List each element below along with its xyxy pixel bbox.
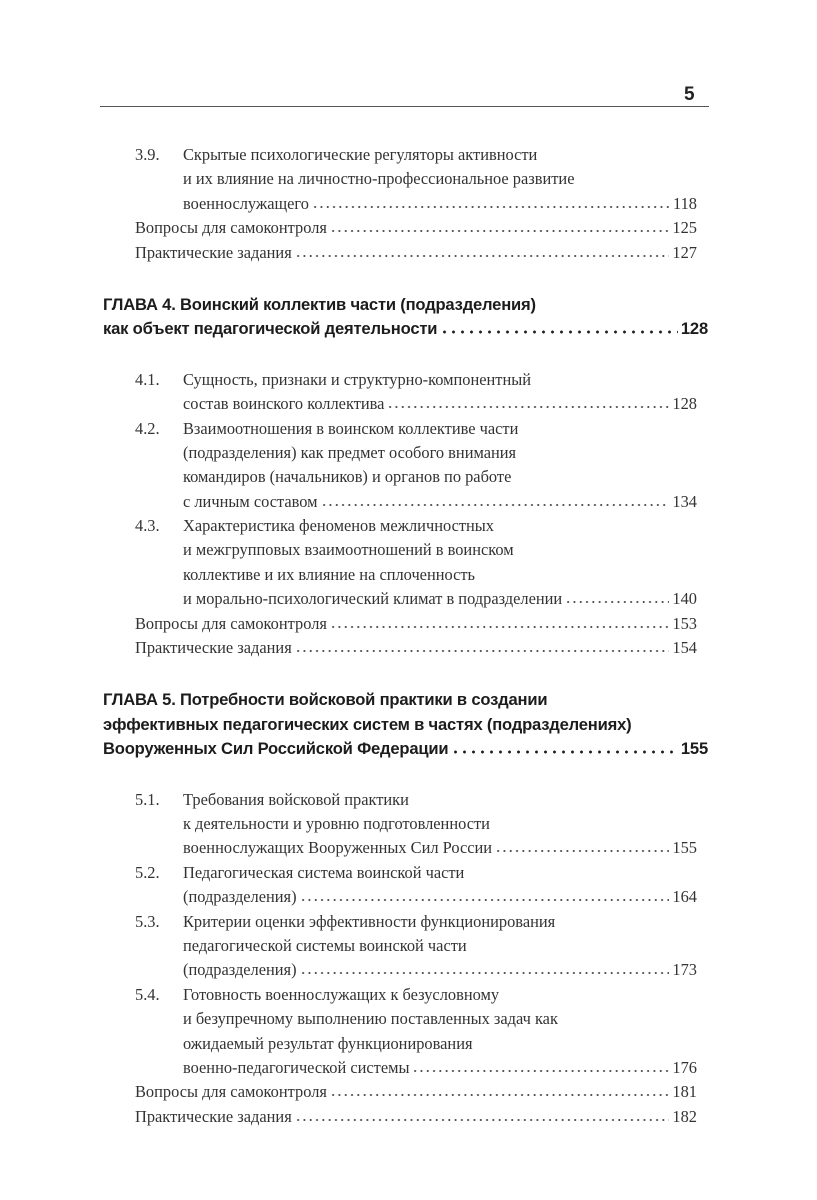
toc-line	[0, 565, 697, 589]
entry-title-line: Вооруженных Сил Российской Федерации	[103, 739, 449, 759]
toc-entry[interactable]	[0, 516, 817, 614]
entry-title-line: ожидаемый результат функционирования	[183, 1033, 473, 1053]
toc-line	[0, 739, 708, 763]
toc-entry[interactable]	[0, 863, 817, 912]
toc-line	[0, 419, 697, 443]
toc-line	[0, 492, 697, 516]
toc-line	[0, 194, 697, 218]
entry-title-line: педагогической системы воинской части	[183, 935, 467, 955]
toc-line	[0, 838, 697, 862]
toc-misc-entry[interactable]	[0, 1107, 817, 1131]
dot-leader	[330, 229, 669, 233]
section-number: 4.3.	[135, 516, 160, 536]
toc-entry[interactable]	[0, 419, 817, 517]
entry-title-line: Практические задания	[135, 638, 292, 658]
toc-entry[interactable]	[0, 370, 817, 419]
page-reference: 155	[672, 838, 697, 858]
entry-title-line: военнослужащих Вооруженных Сил России	[183, 838, 493, 858]
entry-title-line: и морально-психологический климат в подразделении	[183, 589, 563, 609]
toc-line	[0, 814, 697, 838]
dot-leader	[440, 330, 678, 334]
entry-title-line: ГЛАВА 4. Воинский коллектив части (подразделения)	[103, 294, 536, 314]
toc-line	[0, 516, 697, 540]
entry-title-line: к деятельности и уровню подготовленности	[183, 813, 490, 833]
dot-leader	[565, 600, 669, 604]
entry-title-line: Скрытые психологические регуляторы активности	[183, 145, 538, 164]
entry-title-line: состав воинского коллектива	[183, 394, 385, 414]
entry-title-line: и безупречному выполнению поставленных задач как	[183, 1009, 558, 1029]
entry-title-line: Взаимоотношения в воинском коллективе части	[183, 418, 519, 438]
toc-line	[0, 394, 697, 418]
entry-title-line: эффективных педагогических систем в частях (подразделениях)	[103, 714, 632, 734]
entry-title-line: с личным составом	[183, 491, 318, 511]
entry-title-line: Практические задания	[135, 242, 292, 262]
entry-title-line: (подразделения)	[183, 960, 297, 980]
toc-line	[0, 614, 697, 638]
page-reference: 181	[672, 1082, 697, 1102]
toc-line	[0, 912, 697, 936]
toc-line	[0, 169, 697, 193]
page-reference: 134	[672, 491, 697, 511]
entry-title-line: Вопросы для самоконтроля	[135, 1082, 327, 1102]
entry-title-line: (подразделения) как предмет особого внимания	[183, 442, 517, 462]
entry-title-line: Характеристика феноменов межличностных	[183, 516, 494, 536]
toc-entry[interactable]	[0, 912, 817, 985]
toc-line	[0, 589, 697, 613]
page-reference: 154	[672, 638, 697, 658]
entry-title-line: военно-педагогической системы	[183, 1057, 410, 1077]
toc-line	[0, 887, 697, 911]
toc-line	[0, 1009, 697, 1033]
page-reference: 153	[672, 613, 697, 633]
entry-title-line: как объект педагогической деятельности	[103, 319, 438, 339]
toc-line	[0, 715, 708, 739]
dot-leader	[295, 254, 670, 258]
entry-title-line: военнослужащего	[183, 193, 309, 213]
page-reference: 155	[680, 739, 708, 759]
page-reference: 118	[673, 193, 697, 213]
toc-line	[0, 370, 697, 394]
toc-line	[0, 218, 697, 242]
chapter-heading[interactable]	[0, 690, 817, 763]
section-number: 4.2.	[135, 418, 160, 438]
entry-title-line: коллективе и их влияние на сплоченность	[183, 564, 476, 584]
toc-misc-entry[interactable]	[0, 638, 817, 662]
page-reference: 182	[672, 1106, 697, 1126]
page-reference: 128	[680, 319, 708, 339]
dot-leader	[312, 205, 670, 209]
dot-leader	[300, 971, 670, 975]
toc-line	[0, 1058, 697, 1082]
entry-title-line: и их влияние на личностно-профессиональное развитие	[183, 169, 575, 189]
toc-line	[0, 145, 697, 169]
section-number: 5.2.	[135, 862, 160, 882]
dot-leader	[295, 1118, 670, 1122]
toc-line	[0, 863, 697, 887]
entry-title-line: Готовность военнослужащих к безусловному	[183, 984, 500, 1004]
toc-line	[0, 467, 697, 491]
entry-title-line: командиров (начальников) и органов по работе	[183, 467, 512, 487]
page-reference: 140	[672, 589, 697, 609]
section-number: 5.3.	[135, 911, 160, 931]
entry-title-line: Вопросы для самоконтроля	[135, 613, 327, 633]
section-number: 3.9.	[135, 145, 160, 164]
header-rule	[100, 106, 709, 107]
toc-line	[0, 1107, 697, 1131]
toc-line	[0, 540, 697, 564]
toc-entry[interactable]	[0, 985, 817, 1083]
section-number: 5.4.	[135, 984, 160, 1004]
toc-line	[0, 960, 697, 984]
dot-leader	[412, 1069, 669, 1073]
toc-line	[0, 443, 697, 467]
entry-title-line: Требования войсковой практики	[183, 789, 409, 809]
page-reference: 173	[672, 960, 697, 980]
toc-line	[0, 1082, 697, 1106]
toc-line	[0, 1034, 697, 1058]
toc-misc-entry[interactable]	[0, 218, 817, 242]
entry-title-line: Вопросы для самоконтроля	[135, 218, 327, 238]
section-number: 4.1.	[135, 369, 160, 389]
page-reference: 164	[672, 887, 697, 907]
entry-title-line: Критерии оценки эффективности функционирования	[183, 911, 556, 931]
toc-misc-entry[interactable]	[0, 614, 817, 638]
toc-line	[0, 638, 697, 662]
dot-leader	[321, 503, 670, 507]
dot-leader	[387, 405, 669, 409]
dot-leader	[295, 649, 670, 653]
toc-line	[0, 936, 697, 960]
toc-entry[interactable]	[0, 790, 817, 863]
dot-leader	[300, 898, 670, 902]
toc-line	[0, 690, 708, 714]
page-reference: 127	[672, 242, 697, 262]
table-of-contents	[0, 145, 817, 1131]
page-reference: 125	[672, 218, 697, 238]
toc-line	[0, 790, 697, 814]
dot-leader	[330, 1093, 669, 1097]
dot-leader	[330, 625, 669, 629]
page-reference: 128	[672, 394, 697, 414]
entry-title-line: (подразделения)	[183, 887, 297, 907]
entry-title-line: Сущность, признаки и структурно-компонентный	[183, 369, 531, 389]
entry-title-line: Педагогическая система воинской части	[183, 862, 465, 882]
toc-line	[0, 985, 697, 1009]
toc-line	[0, 295, 708, 319]
dot-leader	[451, 750, 678, 754]
entry-title-line: и межгрупповых взаимоотношений в воинском	[183, 540, 514, 560]
chapter-heading[interactable]	[0, 295, 817, 344]
toc-entry[interactable]	[0, 145, 817, 218]
entry-title-line: ГЛАВА 5. Потребности войсковой практики в создании	[103, 690, 548, 710]
section-number: 5.1.	[135, 789, 160, 809]
toc-misc-entry[interactable]	[0, 1082, 817, 1106]
dot-leader	[495, 849, 669, 853]
entry-title-line: Практические задания	[135, 1106, 292, 1126]
toc-line	[0, 319, 708, 343]
toc-line	[0, 243, 697, 267]
toc-misc-entry[interactable]	[0, 243, 817, 267]
page-number: 5	[684, 84, 695, 105]
page-reference: 176	[672, 1057, 697, 1077]
